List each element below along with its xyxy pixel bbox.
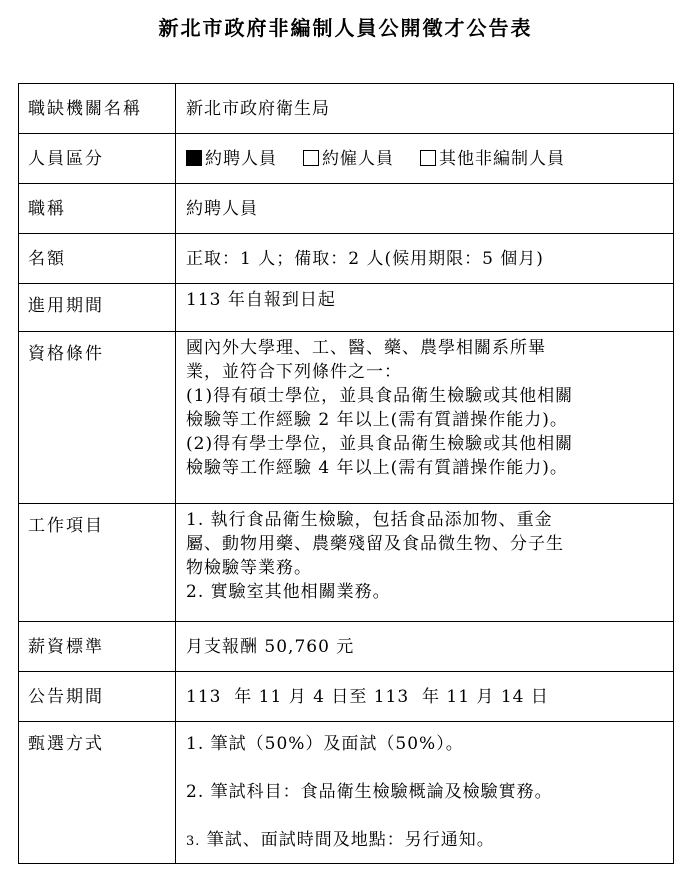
qualification-line: 檢驗等工作經驗 4 年以上(需有質譜操作能力)。 <box>186 458 568 478</box>
value-quota: 正取：1 人；備取：2 人(候用期限：5 個月) <box>176 234 674 284</box>
option-hired[interactable] <box>303 149 394 169</box>
value-period: 113 年自報到日起 <box>176 284 674 332</box>
value-category <box>176 134 674 184</box>
checkbox-empty-icon[interactable] <box>303 150 319 166</box>
row-duties <box>19 504 674 622</box>
qualification-line: 業，並符合下列條件之一： <box>186 362 402 382</box>
label-announce: 公告期間 <box>19 672 176 722</box>
label-duties: 工作項目 <box>19 504 176 622</box>
value-selection <box>176 722 674 864</box>
checkbox-checked-icon[interactable] <box>186 150 202 166</box>
value-duties <box>176 504 674 622</box>
label-period: 進用期間 <box>19 284 176 332</box>
value-qualifications <box>176 332 674 504</box>
announcement-table <box>18 83 674 864</box>
selection-item-3-number: 3. <box>186 834 201 849</box>
option-contract[interactable] <box>186 149 277 169</box>
option-hired-label: 約僱人員 <box>322 148 394 169</box>
page-title: 新北市政府非編制人員公開徵才公告表 <box>158 16 533 40</box>
qualification-line: (1)得有碩士學位，並具食品衛生檢驗或其他相關 <box>186 386 574 406</box>
row-announce <box>19 672 674 722</box>
row-period <box>19 284 674 332</box>
value-salary: 月支報酬 50,760 元 <box>176 622 674 672</box>
selection-item-1: 1. 筆試（50%）及面試（50%）。 <box>186 734 464 754</box>
row-selection <box>19 722 674 864</box>
qualification-line: (2)得有學士學位，並具食品衛生檢驗或其他相關 <box>186 434 574 454</box>
row-quota <box>19 234 674 284</box>
label-agency: 職缺機關名稱 <box>19 84 176 134</box>
qualification-line: 檢驗等工作經驗 2 年以上(需有質譜操作能力)。 <box>186 410 568 430</box>
label-salary: 薪資標準 <box>19 622 176 672</box>
selection-item-3-text: 筆試、面試時間及地點：另行通知。 <box>200 830 495 850</box>
row-agency <box>19 84 674 134</box>
option-contract-label: 約聘人員 <box>205 148 277 169</box>
option-other[interactable] <box>420 149 565 169</box>
label-category: 人員區分 <box>19 134 176 184</box>
selection-item-2: 2. 筆試科目：食品衛生檢驗概論及檢驗實務。 <box>186 782 553 802</box>
row-job-title <box>19 184 674 234</box>
row-qualifications <box>19 332 674 504</box>
duty-line: 1. 執行食品衛生檢驗，包括食品添加物、重金 <box>186 510 553 530</box>
duty-line: 屬、動物用藥、農藥殘留及食品微生物、分子生 <box>186 534 564 554</box>
value-job-title: 約聘人員 <box>176 184 674 234</box>
value-agency: 新北市政府衛生局 <box>176 84 674 134</box>
label-qualifications: 資格條件 <box>19 332 176 504</box>
selection-item-3 <box>186 828 663 854</box>
checkbox-empty-icon[interactable] <box>420 150 436 166</box>
label-job-title: 職稱 <box>19 184 176 234</box>
label-quota: 名額 <box>19 234 176 284</box>
duty-line: 物檢驗等業務。 <box>186 558 312 578</box>
qualification-line: 國內外大學理、工、醫、藥、農學相關系所畢 <box>186 338 546 358</box>
value-announce: 113 年 11 月 4 日至 113 年 11 月 14 日 <box>176 672 674 722</box>
row-category <box>19 134 674 184</box>
label-selection: 甄選方式 <box>19 722 176 864</box>
option-other-label: 其他非編制人員 <box>439 148 565 169</box>
row-salary <box>19 622 674 672</box>
duty-line: 2. 實驗室其他相關業務。 <box>186 582 391 602</box>
